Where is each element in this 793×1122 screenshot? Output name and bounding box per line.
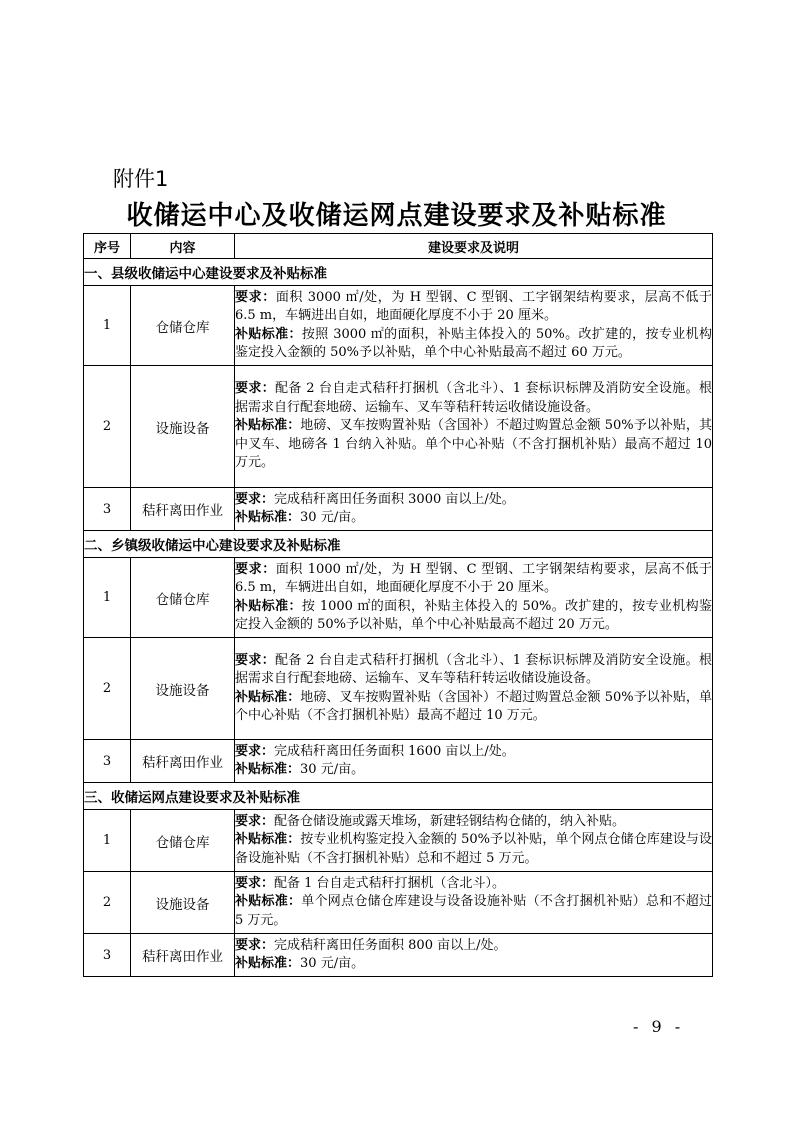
requirement-label: 要求： bbox=[235, 875, 275, 891]
row-item: 仓储仓库 bbox=[131, 286, 235, 366]
section-heading: 一、县级收储运中心建设要求及补贴标准 bbox=[84, 259, 713, 286]
subsidy-text: 30 元/亩。 bbox=[300, 510, 365, 525]
row-description bbox=[235, 366, 713, 488]
requirement-text: 配备仓储设施或露天堆场，新建轻钢结构仓储的，纳入补贴。 bbox=[274, 813, 626, 829]
document-title: 收储运中心及收储运网点建设要求及补贴标准 bbox=[126, 201, 667, 231]
requirement-text: 面积 3000 ㎡/处，为 H 型钢、C 型钢、工字钢架结构要求，层高不低于 6.5 m，车辆进出自如，地面硬化厚度不小于 20 厘米。 bbox=[235, 289, 712, 323]
row-item: 秸秆离田作业 bbox=[131, 934, 235, 977]
subsidy-label: 补贴标准： bbox=[235, 418, 301, 434]
subsidy-label: 补贴标准： bbox=[235, 832, 301, 848]
section-heading: 二、乡镇级收储运中心建设要求及补贴标准 bbox=[84, 531, 713, 558]
row-number: 2 bbox=[84, 638, 131, 740]
requirement-label: 要求： bbox=[235, 381, 276, 397]
requirement-label: 要求： bbox=[235, 743, 275, 759]
row-description bbox=[235, 934, 713, 977]
subsidy-text: 30 元/亩。 bbox=[300, 762, 365, 777]
table-row bbox=[84, 286, 713, 366]
section-row bbox=[84, 783, 713, 810]
requirement-label: 要求： bbox=[235, 937, 275, 953]
row-item: 设施设备 bbox=[131, 638, 235, 740]
section-row bbox=[84, 531, 713, 558]
requirement-label: 要求： bbox=[235, 652, 276, 668]
row-item: 仓储仓库 bbox=[131, 558, 235, 638]
row-description bbox=[235, 872, 713, 934]
row-description bbox=[235, 740, 713, 783]
row-number: 3 bbox=[84, 488, 131, 531]
subsidy-label: 补贴标准： bbox=[235, 326, 302, 342]
section-heading: 三、收储运网点建设要求及补贴标准 bbox=[84, 783, 713, 810]
subsidy-label: 补贴标准： bbox=[235, 956, 301, 971]
row-item: 秸秆离田作业 bbox=[131, 740, 235, 783]
table-row bbox=[84, 558, 713, 638]
requirement-text: 配备 2 台自走式秸秆打捆机（含北斗）、1 套标识标牌及消防安全设施。根据需求自行配套地磅、运输车、叉车等秸秆转运收储设施设备。 bbox=[235, 381, 712, 415]
table-row bbox=[84, 810, 713, 872]
table-row bbox=[84, 488, 713, 531]
header-seq: 序号 bbox=[84, 234, 131, 259]
requirement-label: 要求： bbox=[235, 561, 276, 577]
row-item: 仓储仓库 bbox=[131, 810, 235, 872]
table-row bbox=[84, 740, 713, 783]
requirement-text: 面积 1000 ㎡/处，为 H 型钢、C 型钢、工字钢架结构要求，层高不低于 6.5 m，车辆进出自如，地面硬化厚度不小于 20 厘米。 bbox=[235, 561, 712, 595]
table-row bbox=[84, 872, 713, 934]
row-item: 设施设备 bbox=[131, 872, 235, 934]
requirement-text: 配备 1 台自走式秸秆打捆机（含北斗）。 bbox=[274, 875, 506, 891]
requirement-text: 完成秸秆离田任务面积 800 亩以上/处。 bbox=[274, 937, 507, 953]
row-number: 1 bbox=[84, 810, 131, 872]
subsidy-text: 30 元/亩。 bbox=[300, 956, 365, 971]
row-description bbox=[235, 488, 713, 531]
attachment-label: 附件1 bbox=[113, 167, 169, 191]
table-row bbox=[84, 638, 713, 740]
table-row bbox=[84, 366, 713, 488]
subsidy-text: 地磅、叉车按购置补贴（含国补）不超过购置总金额 50%予以补贴，其中叉车、地磅各 1 台纳入补贴。单个中心补贴（不含打捆机补贴）最高不超过 10 万元。 bbox=[235, 418, 712, 471]
section-row bbox=[84, 259, 713, 286]
subsidy-text: 按专业机构鉴定投入金额的 50%予以补贴，单个网点仓储仓库建设与设备设施补贴（不含打捆机补贴）总和不超过 5 万元。 bbox=[235, 832, 712, 866]
row-description bbox=[235, 286, 713, 366]
row-number: 3 bbox=[84, 740, 131, 783]
requirement-text: 完成秸秆离田任务面积 3000 亩以上/处。 bbox=[274, 491, 515, 507]
subsidy-label: 补贴标准： bbox=[235, 598, 302, 614]
subsidy-text: 地磅、叉车按购置补贴（含国补）不超过购置总金额 50%予以补贴，单个中心补贴（不含打捆机补贴）最高不超过 10 万元。 bbox=[235, 689, 712, 723]
requirements-table bbox=[83, 233, 713, 977]
requirement-text: 配备 2 台自走式秸秆打捆机（含北斗）、1 套标识标牌及消防安全设施。根据需求自行配套地磅、运输车、叉车等秸秆转运收储设施设备。 bbox=[235, 652, 712, 686]
row-description bbox=[235, 810, 713, 872]
row-number: 3 bbox=[84, 934, 131, 977]
row-number: 1 bbox=[84, 286, 131, 366]
requirement-text: 完成秸秆离田任务面积 1600 亩以上/处。 bbox=[274, 743, 515, 759]
row-number: 2 bbox=[84, 366, 131, 488]
subsidy-text: 单个网点仓储仓库建设与设备设施补贴（不含打捆机补贴）总和不超过 5 万元。 bbox=[235, 894, 712, 928]
header-content: 内容 bbox=[131, 234, 235, 259]
row-item: 设施设备 bbox=[131, 366, 235, 488]
subsidy-label: 补贴标准： bbox=[235, 894, 302, 910]
subsidy-text: 按照 3000 ㎡的面积，补贴主体投入的 50%。改扩建的，按专业机构鉴定投入金额的 50%予以补贴，单个中心补贴最高不超过 60 万元。 bbox=[235, 326, 712, 360]
row-number: 2 bbox=[84, 872, 131, 934]
subsidy-label: 补贴标准： bbox=[235, 510, 301, 525]
table-row bbox=[84, 934, 713, 977]
subsidy-label: 补贴标准： bbox=[235, 762, 301, 777]
row-number: 1 bbox=[84, 558, 131, 638]
subsidy-label: 补贴标准： bbox=[235, 689, 301, 705]
requirement-label: 要求： bbox=[235, 289, 276, 305]
header-desc: 建设要求及说明 bbox=[235, 234, 713, 259]
row-description bbox=[235, 638, 713, 740]
row-item: 秸秆离田作业 bbox=[131, 488, 235, 531]
table-header-row bbox=[84, 234, 713, 259]
row-description bbox=[235, 558, 713, 638]
subsidy-text: 按 1000 ㎡的面积，补贴主体投入的 50%。改扩建的，按专业机构鉴定投入金额的 50%予以补贴，单个中心补贴最高不超过 20 万元。 bbox=[235, 598, 712, 632]
requirement-label: 要求： bbox=[235, 813, 275, 829]
requirement-label: 要求： bbox=[235, 491, 275, 507]
page-number: - 9 - bbox=[633, 1017, 685, 1036]
